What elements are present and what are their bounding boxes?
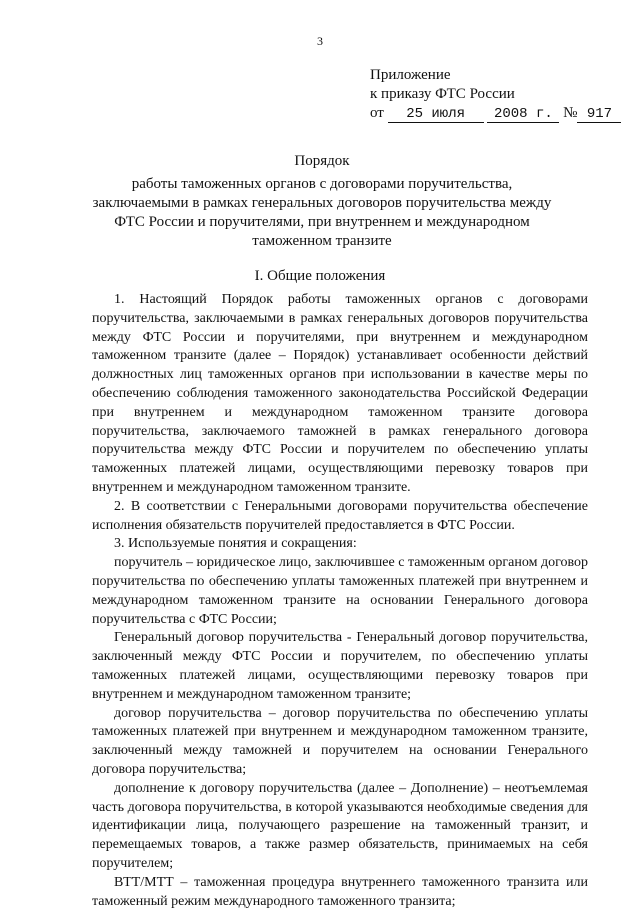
paragraph: поручитель – юридическое лицо, заключившее с таможенным органом договор поручительства по обеспечению уплаты таможенных платежей при внутреннем и международном таможенном транзите на основании Генерального договора поручительства с ФТС России; bbox=[92, 555, 588, 627]
appendix-number-sign: № bbox=[563, 105, 578, 121]
appendix-date: 25 июля bbox=[388, 106, 484, 123]
document-body bbox=[92, 291, 588, 911]
appendix-year: 2008 г. bbox=[487, 106, 559, 123]
paragraph: ВТТ/МТТ – таможенная процедура внутреннего таможенного транзита или таможенный режим международного таможенного транзита; bbox=[92, 874, 588, 909]
document-title: Порядок bbox=[294, 153, 350, 169]
appendix-order-ref: к приказу ФТС России bbox=[370, 86, 515, 102]
section-heading: I. Общие положения bbox=[254, 268, 386, 284]
paragraph: 2. В соответствии с Генеральными договорами поручительства обеспечение исполнения обязательств поручителей предоставляется в ФТС России. bbox=[92, 498, 588, 533]
page-number: 3 bbox=[317, 34, 323, 48]
appendix-number: 917 bbox=[577, 106, 621, 123]
document-title-block bbox=[84, 152, 560, 251]
paragraph: Генеральный договор поручительства - Генеральный договор поручительства, заключенный между ФТС России и поручителем, по обеспечению уплаты таможенных платежей лицами, осуществляющими перевозку товаров при внутреннем и международном таможенном транзите; bbox=[92, 630, 588, 702]
appendix-date-line bbox=[370, 104, 621, 123]
appendix-title: Приложение bbox=[370, 67, 451, 83]
paragraph: договор поручительства – договор поручительства по обеспечению уплаты таможенных платежей при внутреннем и международном таможенном транзите, заключенный между таможней и поручителем на основании Генерального договора поручительства; bbox=[92, 705, 588, 777]
paragraph: 3. Используемые понятия и сокращения: bbox=[114, 536, 357, 552]
document-subtitle: работы таможенных органов с договорами поручительства, заключаемыми в рамках генеральных договоров поручительства между ФТС России и поручителями, при внутреннем и международном таможенном транзите bbox=[92, 176, 552, 249]
appendix-date-prefix: от bbox=[370, 105, 384, 121]
appendix-block bbox=[370, 66, 621, 123]
paragraph: 1. Настоящий Порядок работы таможенных органов с договорами поручительства, заключаемыми в рамках генеральных договоров поручительства между ФТС России и поручителями, при внутреннем и международном таможенном транзите (далее – Порядок) устанавливает особенности действий должностных лиц таможенных органов при использовании в качестве меры по обеспечению соблюдения таможенного законодательства Российской Федерации при внутреннем и международном таможенном транзите договора поручительства, заключаемого таможней в рамках генерального договора поручительства между ФТС России и поручителем по обеспечению уплаты таможенных платежей лицами, осуществляющими перевозку товаров при внутреннем и международном таможенном транзите. bbox=[92, 292, 588, 495]
paragraph: дополнение к договору поручительства (далее – Дополнение) – неотъемлемая часть договора поручительства, в которой указываются необходимые сведения для идентификации лица, получающего разрешение на таможенный транзит, и перемещаемых товаров, а также размер обязательств, принимаемых на себя поручителем; bbox=[92, 780, 588, 871]
